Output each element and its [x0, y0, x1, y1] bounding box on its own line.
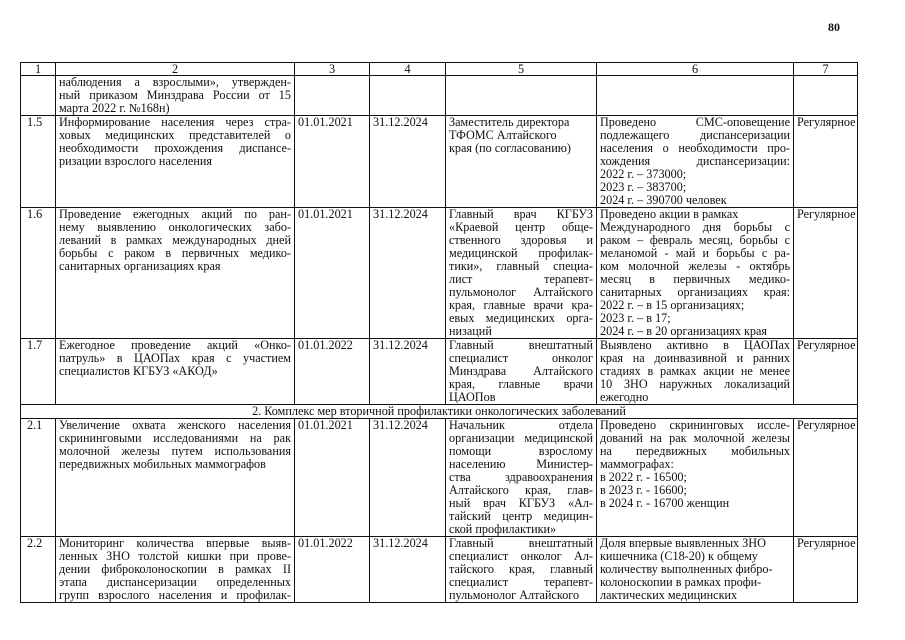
periodicity-cell: Регулярное	[794, 208, 858, 339]
end-date: 31.12.2024	[370, 208, 446, 339]
periodicity-cell: Регулярное	[794, 419, 858, 537]
responsible-cell: Начальник отдела организации медицинской помощи взрослому населению Министер- ства здравоохранения Алтайского края, глав- ный врач КГБУЗ «Ал- тайский центр медицин- ской профилактики»	[446, 419, 597, 537]
column-number: 6	[597, 63, 794, 76]
plan-table	[20, 62, 858, 603]
end-date: 31.12.2024	[370, 419, 446, 537]
row-number: 2.1	[21, 419, 56, 537]
end-date: 31.12.2024	[370, 116, 446, 208]
end-date: 31.12.2024	[370, 537, 446, 603]
start-date: 01.01.2021	[295, 419, 370, 537]
periodicity-cell: Регулярное	[794, 339, 858, 405]
row-number: 2.2	[21, 537, 56, 603]
result-cell: Доля впервые выявленных ЗНО кишечника (С18-20) к общему количеству выполненных фибро- колоноскопии в рамках профи- лактических медицинских	[597, 537, 794, 603]
column-number: 4	[370, 63, 446, 76]
measure-cell: Ежегодное проведение акций «Онко- патруль» в ЦАОПах края с участием специалистов КГБУЗ «АКОД»	[56, 339, 295, 405]
responsible-cell: Главный внештатный специалист онколог Ал- тайского края, главный специалист терапевт- пульмонолог Алтайского	[446, 537, 597, 603]
table-row	[21, 537, 858, 603]
measure-cell: Информирование населения через стра- ховых медицинских представителей о необходимости прохождения диспансе- ризации взрослого населения	[56, 116, 295, 208]
section-heading: 2. Комплекс мер вторичной профилактики онкологических заболеваний	[21, 405, 858, 419]
periodicity-cell: Регулярное	[794, 537, 858, 603]
responsible-cell: Заместитель директора ТФОМС Алтайского края (по согласованию)	[446, 116, 597, 208]
column-number: 1	[21, 63, 56, 76]
result-cell: Проведено скрининговых иссле- дований на рак молочной железы на передвижных мобильных маммографах: в 2022 г. - 16500; в 2023 г. - 16600; в 2024 г. - 16700 женщин	[597, 419, 794, 537]
measure-cell: наблюдения а взрослыми», утвержден- ный приказом Минздрава России от 15 марта 2022 г. №168н)	[56, 76, 295, 116]
start-date: 01.01.2021	[295, 208, 370, 339]
table-row	[21, 208, 858, 339]
responsible-cell: Главный внештатный специалист онколог Минздрава Алтайского края, главные врачи ЦАОПов	[446, 339, 597, 405]
result-cell: Проведено СМС-оповещение подлежащего диспансеризации населения о необходимости про- хождения диспансеризации: 2022 г. – 373000; 2023 г. – 383700; 2024 г. – 390700 человек	[597, 116, 794, 208]
result-cell: Проведено акции в рамках Международного дня борьбы с раком – февраль месяц, борьбы с меланомой - май и борьбы с ра- ком молочной железы - октябрь месяц в первичных медико- санитарных организациях края: 2022 г. – в 15 организациях; 2023 г. – в 17; 2024 г. – в 20 организациях края	[597, 208, 794, 339]
column-number: 2	[56, 63, 295, 76]
start-date: 01.01.2021	[295, 116, 370, 208]
row-number: 1.5	[21, 116, 56, 208]
column-number-header-row	[21, 63, 858, 76]
table-row	[21, 76, 858, 116]
result-cell: Выявлено активно в ЦАОПах края на доинвазивной и ранних стадиях в рамках акции не менее 10 ЗНО наружных локализаций ежегодно	[597, 339, 794, 405]
end-date: 31.12.2024	[370, 339, 446, 405]
start-date: 01.01.2022	[295, 339, 370, 405]
measure-cell: Мониторинг количества впервые выяв- ленных ЗНО толстой кишки при прове- дении фиброколоноскопии в рамках II этапа диспансеризации определенных групп взрослого населения и профилак-	[56, 537, 295, 603]
table-row	[21, 419, 858, 537]
row-number: 1.6	[21, 208, 56, 339]
periodicity-cell: Регулярное	[794, 116, 858, 208]
column-number: 7	[794, 63, 858, 76]
start-date: 01.01.2022	[295, 537, 370, 603]
table-row	[21, 116, 858, 208]
measure-cell: Проведение ежегодных акций по ран- нему выявлению онкологических забо- леваний в рамках международных дней борьбы с раком в первичных медико- санитарных организациях края	[56, 208, 295, 339]
column-number: 5	[446, 63, 597, 76]
page-number: 80	[828, 20, 840, 34]
row-number: 1.7	[21, 339, 56, 405]
responsible-cell: Главный врач КГБУЗ «Краевой центр обще- ственного здоровья и медицинской профилак- тики», главный специа- лист терапевт- пульмонолог Алтайского края, главные врачи кра- евых медицинских орга- низаций	[446, 208, 597, 339]
table-row	[21, 339, 858, 405]
measure-cell: Увеличение охвата женского населения скрининговыми исследованиями на рак молочной железы путем использования передвижных мобильных маммографов	[56, 419, 295, 537]
column-number: 3	[295, 63, 370, 76]
section-row	[21, 405, 858, 419]
